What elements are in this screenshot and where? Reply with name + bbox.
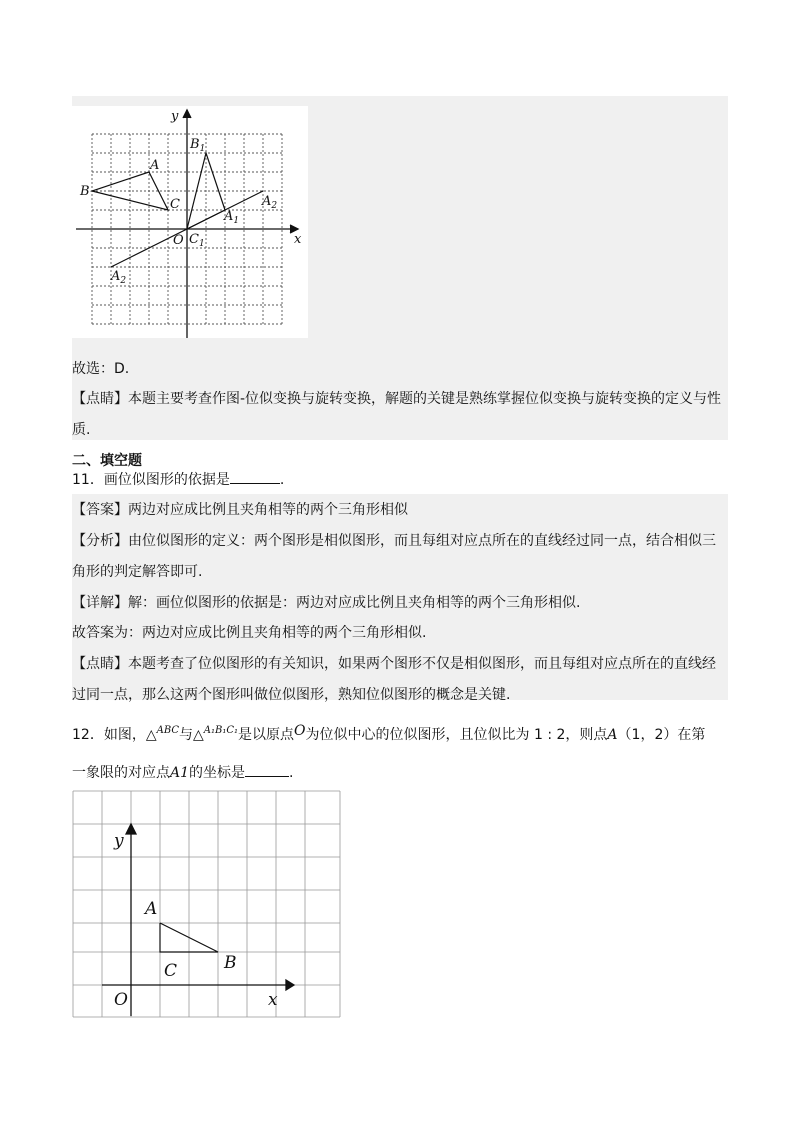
figure-1-y-label: y <box>171 109 179 124</box>
label-c1: $C_1$ <box>189 232 205 249</box>
q11-detail: 【详解】解：画位似图形的依据是：两边对应成比例且夹角相等的两个三角形相似. <box>72 595 581 611</box>
q12-stem-line-1: 12．如图，△$^{ABC}$与△$^{A_1B_1C_1}$是以原点O为位似中心的位似图形，且位似比为 1 : 2，则点A（1，2）在第 <box>72 723 706 743</box>
figure-2-coordinate-grid <box>72 790 342 1018</box>
figure-2-y-label: y <box>114 831 124 851</box>
figure-2-x-label: x <box>268 990 278 1010</box>
figure-2-label-c: C <box>164 961 178 981</box>
figure-2-y-arrow <box>126 824 136 834</box>
q11-comment-line-1: 【点睛】本题考查了位似图形的有关知识，如果两个图形不仅是相似图形，而且每组对应点所在的直线经 <box>72 656 716 672</box>
figure-2-label-a: A <box>145 899 158 919</box>
figure-2-x-arrow <box>286 980 294 990</box>
label-a2-upper: $A_2$ <box>262 194 278 211</box>
figure-2-grid <box>73 791 340 1017</box>
label-a2-lower: $A_2$ <box>111 269 127 286</box>
figure-1-x-label: x <box>294 232 302 247</box>
q11-analysis-line-1: 【分析】由位似图形的定义：两个图形是相似图形，而且每组对应点所在的直线经过同一点，结合相似三 <box>72 533 716 549</box>
figure-2-label-o: O <box>114 990 128 1010</box>
q12-stem-line-2: 一象限的对应点A1的坐标是 . <box>72 765 294 781</box>
q11-answer: 【答案】两边对应成比例且夹角相等的两个三角形相似 <box>72 502 408 518</box>
answer-choice: 故选：D. <box>72 361 130 377</box>
comment-1-line-2: 质. <box>72 422 91 438</box>
q11-final-answer: 故答案为：两边对应成比例且夹角相等的两个三角形相似. <box>72 625 427 641</box>
label-c: C <box>170 197 180 212</box>
q11-stem: 11．画位似图形的依据是 . <box>72 472 285 488</box>
label-a: A <box>150 158 160 173</box>
q11-comment-line-2: 过同一点，那么这两个图形叫做位似图形，熟知位似图形的概念是关键. <box>72 687 511 703</box>
label-b: B <box>80 184 90 199</box>
label-a1: $A_1$ <box>224 209 240 226</box>
q11-analysis-line-2: 角形的判定解答即可. <box>72 564 203 580</box>
comment-1-line-1: 【点睛】本题主要考查作图-位似变换与旋转变换，解题的关键是熟练掌握位似变换与旋转变换的定义与性 <box>72 391 722 407</box>
q12-answer-blank[interactable] <box>245 764 289 777</box>
label-b1: $B_1$ <box>190 137 206 154</box>
label-o: O <box>173 233 184 248</box>
section-title: 二、填空题 <box>72 453 142 469</box>
figure-2-label-b: B <box>224 953 237 973</box>
q11-answer-blank[interactable] <box>230 471 280 484</box>
figure-1-coordinate-graph <box>72 100 312 344</box>
